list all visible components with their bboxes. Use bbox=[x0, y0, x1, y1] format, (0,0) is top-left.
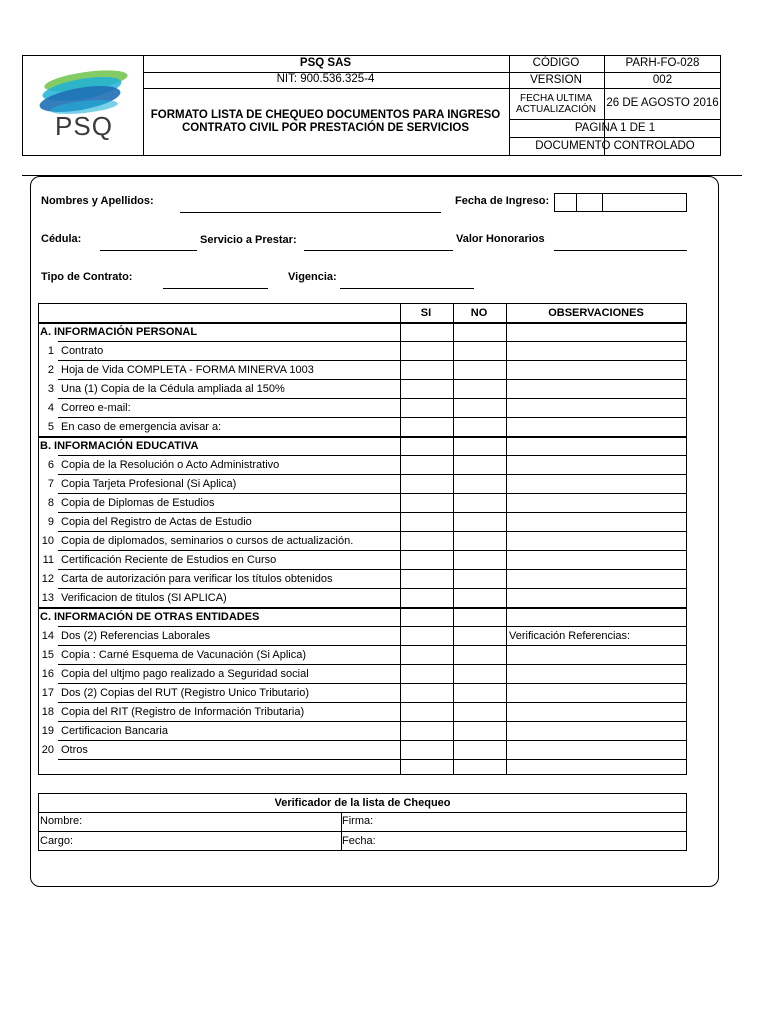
item-description: En caso de emergencia avisar a: bbox=[61, 420, 222, 433]
item-number: 4 bbox=[47, 401, 54, 414]
check-cell-no[interactable] bbox=[453, 360, 505, 379]
company-nit: NIT: 900.536.325-4 bbox=[276, 73, 375, 85]
item-number: 7 bbox=[47, 477, 54, 490]
item-number: 6 bbox=[47, 458, 54, 471]
tipo-contrato-label: Tipo de Contrato: bbox=[41, 271, 133, 283]
item-number: 15 bbox=[41, 648, 54, 661]
item-description: Certificación Reciente de Estudios en Curso bbox=[61, 553, 277, 566]
item-description: Certificacion Bancaria bbox=[61, 724, 168, 737]
item-description: Otros bbox=[61, 743, 88, 756]
item-description: Correo e-mail: bbox=[61, 401, 131, 414]
item-number: 17 bbox=[41, 686, 54, 699]
nombres-label: Nombres y Apellidos: bbox=[41, 195, 154, 207]
check-cell-no[interactable] bbox=[453, 341, 505, 360]
item-description: Dos (2) Referencias Laborales bbox=[61, 629, 211, 642]
check-cell-no[interactable] bbox=[453, 721, 505, 740]
check-cell-si[interactable] bbox=[400, 417, 452, 436]
check-cell-si[interactable] bbox=[400, 569, 452, 588]
item-number: 9 bbox=[47, 515, 54, 528]
controlled-doc-label: DOCUMENTO CONTROLADO bbox=[535, 140, 695, 152]
check-cell-no[interactable] bbox=[453, 702, 505, 721]
company-name: PSQ SAS bbox=[299, 57, 352, 69]
item-description: Copia de Diplomas de Estudios bbox=[61, 496, 215, 509]
check-cell-si[interactable] bbox=[400, 721, 452, 740]
section-title: C. INFORMACIÓN DE OTRAS ENTIDADES bbox=[40, 610, 260, 623]
cedula-label: Cédula: bbox=[41, 233, 82, 245]
item-description: Copia del Registro de Actas de Estudio bbox=[61, 515, 252, 528]
check-cell-no[interactable] bbox=[453, 493, 505, 512]
item-description: Copia del ultjmo pago realizado a Seguridad social bbox=[61, 667, 309, 680]
item-description: Dos (2) Copias del RUT (Registro Unico Tributario) bbox=[61, 686, 309, 699]
item-description: Verificacion de titulos (SI APLICA) bbox=[61, 591, 227, 604]
verifier-firma-field[interactable]: Firma: bbox=[342, 815, 374, 827]
check-cell-si[interactable] bbox=[400, 493, 452, 512]
check-cell-no[interactable] bbox=[453, 569, 505, 588]
item-description: Copia de la Resolución o Acto Administrativo bbox=[61, 458, 280, 471]
check-cell-si[interactable] bbox=[400, 626, 452, 645]
fecha-label-line-2: ACTUALIZACIÓN bbox=[515, 103, 596, 115]
fecha-day-divider bbox=[576, 194, 577, 211]
codigo-value: PARH-FO-028 bbox=[625, 57, 700, 69]
check-cell-no[interactable] bbox=[453, 645, 505, 664]
check-cell-si[interactable] bbox=[400, 702, 452, 721]
col-header-no: NO bbox=[470, 306, 488, 319]
check-cell-no[interactable] bbox=[453, 683, 505, 702]
check-cell-no[interactable] bbox=[453, 588, 505, 607]
item-number: 16 bbox=[41, 667, 54, 680]
valor-honorarios-field[interactable] bbox=[554, 250, 687, 251]
item-number: 8 bbox=[47, 496, 54, 509]
item-description: Contrato bbox=[61, 344, 104, 357]
check-cell-si[interactable] bbox=[400, 645, 452, 664]
observation-cell[interactable]: Verificación Referencias: bbox=[509, 629, 631, 642]
check-cell-no[interactable] bbox=[453, 512, 505, 531]
item-number: 18 bbox=[41, 705, 54, 718]
item-number: 12 bbox=[41, 572, 54, 585]
vigencia-field[interactable] bbox=[340, 288, 474, 289]
verifier-title: Verificador de la lista de Chequeo bbox=[274, 797, 451, 809]
item-description: Copia Tarjeta Profesional (Si Aplica) bbox=[61, 477, 237, 490]
row-divider bbox=[58, 398, 687, 399]
item-description: Una (1) Copia de la Cédula ampliada al 150% bbox=[61, 382, 285, 395]
item-number: 19 bbox=[41, 724, 54, 737]
item-number: 10 bbox=[41, 534, 54, 547]
version-label: VERSION bbox=[530, 73, 582, 86]
col-header-si: SI bbox=[420, 306, 432, 319]
fecha-value: 26 DE AGOSTO 2016 bbox=[606, 97, 719, 109]
vigencia-label: Vigencia: bbox=[288, 271, 337, 283]
item-number: 3 bbox=[47, 382, 54, 395]
version-value: 002 bbox=[652, 73, 673, 86]
check-cell-no[interactable] bbox=[453, 664, 505, 683]
title-line-2: CONTRATO CIVIL POR PRESTACIÓN DE SERVICIOS bbox=[181, 122, 470, 134]
fecha-label bbox=[509, 88, 603, 119]
codigo-label: CÓDIGO bbox=[532, 57, 580, 69]
check-cell-si[interactable] bbox=[400, 474, 452, 493]
check-cell-si[interactable] bbox=[400, 360, 452, 379]
verifier-cargo-field[interactable]: Cargo: bbox=[40, 834, 74, 847]
check-cell-si[interactable] bbox=[400, 664, 452, 683]
servicio-field[interactable] bbox=[304, 250, 453, 251]
fecha-ingreso-field[interactable] bbox=[554, 193, 687, 212]
check-cell-no[interactable] bbox=[453, 398, 505, 417]
check-cell-si[interactable] bbox=[400, 341, 452, 360]
item-description: Copia : Carné Esquema de Vacunación (Si Aplica) bbox=[61, 648, 306, 661]
check-cell-no[interactable] bbox=[453, 531, 505, 550]
item-description: Hoja de Vida COMPLETA - FORMA MINERVA 1003 bbox=[61, 363, 314, 376]
fecha-label-line-1: FECHA ULTIMA bbox=[519, 92, 593, 104]
verifier-nombre-field[interactable]: Nombre: bbox=[40, 815, 83, 827]
check-cell-no[interactable] bbox=[453, 379, 505, 398]
col-header-observaciones: OBSERVACIONES bbox=[548, 306, 644, 319]
check-cell-si[interactable] bbox=[400, 740, 452, 759]
row-divider bbox=[58, 341, 687, 342]
item-number: 13 bbox=[41, 591, 54, 604]
fecha-month-divider bbox=[602, 194, 603, 211]
check-cell-no[interactable] bbox=[453, 740, 505, 759]
servicio-label: Servicio a Prestar: bbox=[200, 234, 297, 246]
item-number: 1 bbox=[47, 344, 54, 357]
check-cell-no[interactable] bbox=[453, 550, 505, 569]
valor-honorarios-label: Valor Honorarios bbox=[456, 233, 545, 245]
check-cell-si[interactable] bbox=[400, 455, 452, 474]
check-cell-si[interactable] bbox=[400, 531, 452, 550]
fecha-ingreso-label: Fecha de Ingreso: bbox=[455, 195, 550, 207]
checklist-rows bbox=[38, 303, 687, 775]
check-cell-no[interactable] bbox=[453, 474, 505, 493]
check-cell-si[interactable] bbox=[400, 512, 452, 531]
check-cell-si[interactable] bbox=[400, 683, 452, 702]
item-description: Copia del RIT (Registro de Información Tributaria) bbox=[61, 705, 305, 718]
company-logo bbox=[34, 63, 134, 147]
check-cell-no[interactable] bbox=[453, 417, 505, 436]
cedula-field[interactable] bbox=[100, 250, 197, 251]
item-number: 2 bbox=[47, 363, 54, 376]
verifier-fecha-field[interactable]: Fecha: bbox=[342, 834, 376, 847]
row-divider bbox=[58, 740, 687, 741]
item-number: 14 bbox=[41, 629, 54, 642]
tipo-contrato-field[interactable] bbox=[163, 288, 268, 289]
item-number: 20 bbox=[41, 743, 54, 756]
page-number: PAGINA 1 DE 1 bbox=[574, 121, 656, 134]
title-line-1: FORMATO LISTA DE CHEQUEO DOCUMENTOS PARA INGRESO bbox=[150, 109, 501, 121]
check-cell-no[interactable] bbox=[453, 626, 505, 645]
check-cell-si[interactable] bbox=[400, 398, 452, 417]
item-description: Carta de autorización para verificar los títulos obtenidos bbox=[61, 572, 333, 585]
nombres-field[interactable] bbox=[180, 212, 441, 213]
document-title bbox=[143, 88, 508, 156]
logo-text: PSQ bbox=[55, 111, 113, 141]
check-cell-si[interactable] bbox=[400, 379, 452, 398]
item-description: Copia de diplomados, seminarios o cursos de actualización. bbox=[61, 534, 354, 547]
section-title: A. INFORMACIÓN PERSONAL bbox=[40, 325, 198, 338]
check-cell-no[interactable] bbox=[453, 455, 505, 474]
check-cell-si[interactable] bbox=[400, 550, 452, 569]
item-number: 11 bbox=[42, 553, 54, 566]
section-title: B. INFORMACIÓN EDUCATIVA bbox=[40, 439, 199, 452]
check-cell-si[interactable] bbox=[400, 588, 452, 607]
item-number: 5 bbox=[47, 420, 54, 433]
row-divider bbox=[58, 759, 687, 760]
